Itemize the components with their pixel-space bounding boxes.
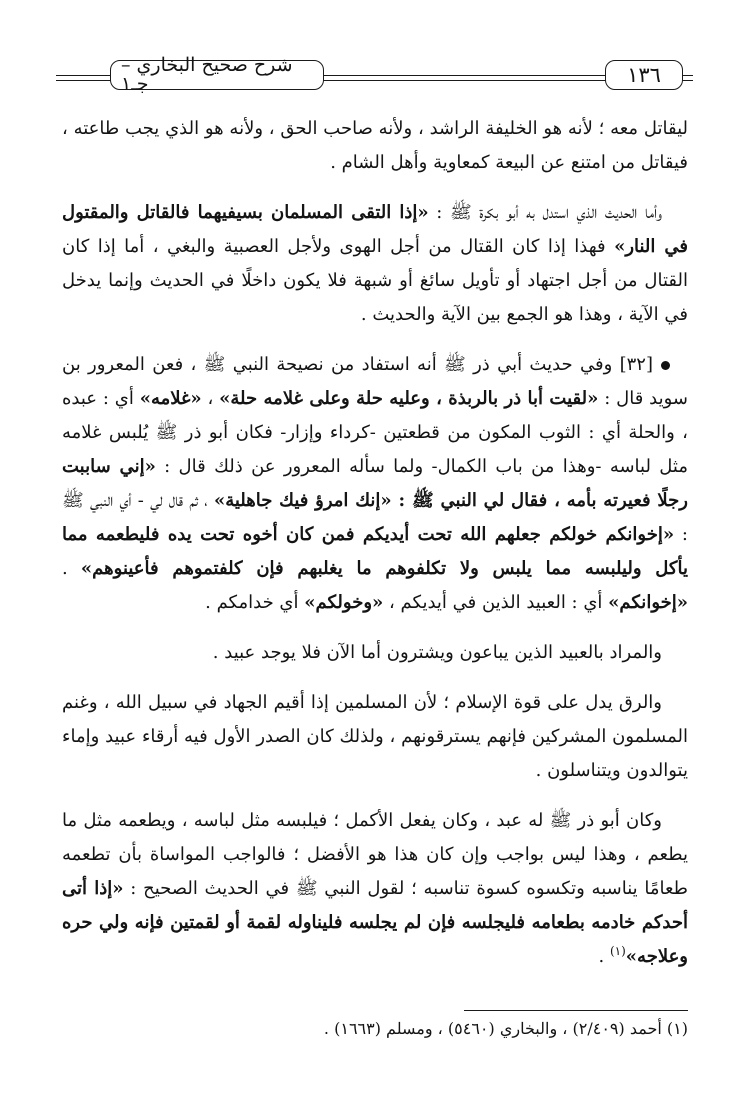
hadith-text: «إذا أتى أحدكم خادمه بطعامه فليجلسه فإن لم يجلسه فليناوله لقمة أو لقمتين فإنه ولي حره وعلاجه» [62,878,688,967]
paragraph-4: والمراد بالعبيد الذين يباعون ويشترون أما الآن فلا يوجد عبيد . [212,642,662,663]
hadith-text: «لقيت أبا ذر بالربذة ، وعليه حلة وعلى غلامه حلة» [219,388,599,409]
book-title: شرح صحيح البخاري – جـ١ [110,60,324,90]
paragraph-3-text-f: أي : العبيد الذين في أيديكم ، [383,592,609,613]
paragraph-2-text-b: فهذا إذا كان القتال من أجل الهوى ولأجل العصبية والبغي ، أما إذا كان القتال من أجل اجتهاد أو تأويل سائغ أو شبهة فلا يكون داخلًا في الحديث وإنما يدخل في الآية ، وهذا هو الجمع بين الآية والحديث . [62,236,688,325]
paragraph-6-text-a: وكان أبو ذر ﷺ له عبد ، وكان يفعل الأكمل ؛ فيلبسه مثل لباسه ، ويطعمه مثل ما يطعم ، وهذا ليس بواجب وإن كان هذا هو الأفضل ؛ فالواجب المواساة بأن تطعمه طعامًا يناسبه وتكسوه كسوة تناسبه ؛ لقول النبي ﷺ في الحديث الصحيح : [62,810,688,899]
paragraph-3-text-c: أي : عبده ، والحلة أي : الثوب المكون من قطعتين -كرداء وإزار- فكان أبو ذر ﷺ يُلبس غلامه مثل لباسه -وهذا من باب الكمال- ولما سأله المعرور عن ذلك قال : [62,388,688,477]
footnote: (١) أحمد (٢/٤٠٩) ، والبخاري (٥٤٦٠) ، ومسلم (١٦٦٣) . [323,1019,688,1038]
hadith-text: «إخوانكم خولكم جعلهم الله تحت أيديكم فمن كان أخوه تحت يده فليطعمه مما يأكل وليلبسه مما يلبس ولا تكلفوهم ما يغلبهم فإن كلفتموهم فأعينوهم» [62,524,688,579]
paragraph-2-text-a: وأما الحديث الذي استدل به أبو بكرة ﷺ : [428,202,663,223]
paragraph-3-text-b: ، [201,388,220,409]
paragraph-6-end: . [598,946,610,967]
paragraph-3-text-e: . [62,558,81,579]
paragraph-2 [62,196,688,332]
hadith-text: «إني ساببت رجلًا فعيرته بأمه ، فقال لي النبي ﷺ : «إنك امرؤ فيك جاهلية» [62,456,688,511]
hadith-text: «غلامه» [139,388,202,409]
paragraph-3-text-a: [٣٢] وفي حديث أبي ذر ﷺ أنه استفاد من نصيحة النبي ﷺ ، فعن المعرور بن سويد قال : [62,354,688,409]
paragraph-3-text-d: ، ثم قال لي - أي النبي ﷺ : [62,490,688,545]
paragraph-3 [62,348,688,620]
paragraph-6 [62,804,688,974]
page-number: ١٣٦ [605,60,683,90]
footnote-reference[interactable]: (١) [609,944,626,958]
hadith-text: «إخوانكم» [608,592,688,613]
paragraph-5: والرق يدل على قوة الإسلام ؛ لأن المسلمين إذا أقيم الجهاد في سبيل الله ، وغنم المسلمون المشركين فإنهم يسترقونهم ، ولذلك كان الصدر الأول فيه أرقاء عبيد وإماء يتوالدون ويتناسلون . [62,692,688,781]
hadith-text: «وخولكم» [304,592,384,613]
hadith-text: «إذا التقى المسلمان بسيفيهما فالقاتل والمقتول في النار» [62,202,689,257]
footnote-divider [464,1010,688,1011]
paragraph-1: ليقاتل معه ؛ لأنه هو الخليفة الراشد ، ولأنه صاحب الحق ، ولأنه هو الذي يجب طاعته ، فيقاتل من امتنع عن البيعة كمعاوية وأهل الشام . [62,118,688,173]
page-header [56,56,693,96]
bullet-icon [661,361,670,370]
paragraph-3-text-g: أي خدامكم . [205,592,305,613]
page-body [62,112,688,990]
